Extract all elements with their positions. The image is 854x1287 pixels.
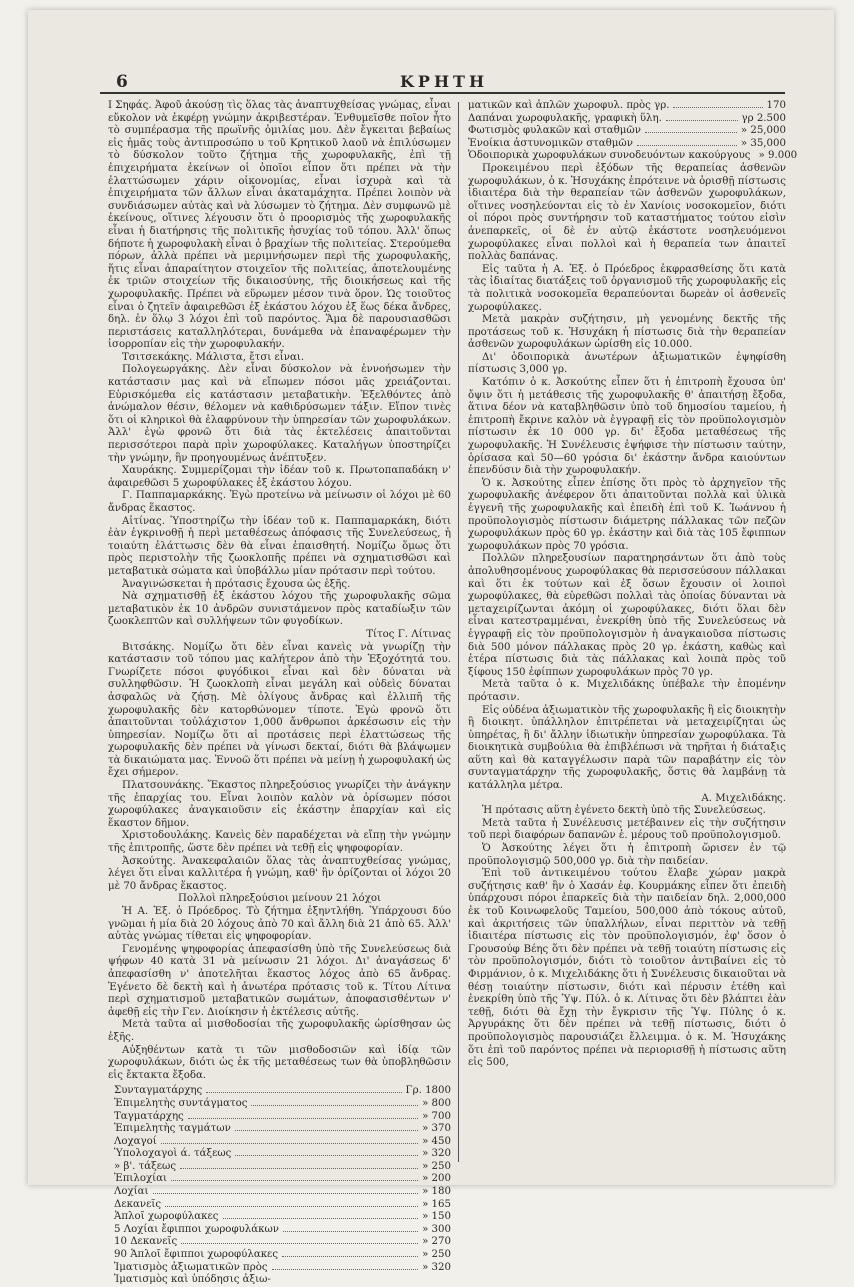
expense-row [468, 100, 786, 113]
proposal-signature: Α. Μιχελιδάκης. [701, 792, 786, 804]
salary-row [108, 1098, 451, 1111]
page-number: 6 [116, 72, 128, 92]
paragraph: Μετὰ ταῦτα ἡ Συνέλευσις μετέβαινεν εἰς τὴν συζήτησιν τοῦ περὶ διαφόρων δαπανῶν ἑ. μέρους τοῦ προϋπολογισμοῦ. [468, 817, 786, 842]
salary-unit: » [422, 1110, 429, 1122]
salary-row [108, 1224, 451, 1237]
salary-label: Λοχίαι [114, 1186, 149, 1198]
salary-label: 90 Ἁπλοῖ ἔφιπποι χωροφύλακες [114, 1249, 279, 1261]
paragraph: Προκειμένου περὶ ἐξόδων τῆς θεραπείας ἀσθενῶν χωροφυλάκων, ὁ κ. Ἡσυχάκης ἐπρότεινε νὰ ὁρισθῇ πίστωσις ἰδιαιτέρα διὰ τὴν θεραπείαν τῶν ἀσθενῶν χωροφυλάκων, οἵτινες νοσηλεύονται εἰς τὸ ἐν Χανίοις νοσοκομεῖον, διότι οἱ πόροι πρὸς συντήρησιν τοῦ καταστήματος τούτου εἰσὶν ἀνεπαρκεῖς, οἱ δὲ ἐν αὐτῷ ἑκάστοτε νοσηλευόμενοι χωροφύλακες εἶναι πολλοὶ καὶ ἡ θεραπεία των ἀπαιτεῖ πολλὰς δαπάνας. [468, 162, 786, 263]
salary-row [108, 1186, 451, 1199]
expense-label: Δαπάναι χωροφυλακῆς, γραφικὴ ὕλη. [468, 112, 662, 124]
expense-row [468, 150, 798, 163]
expense-value: 35,000 [750, 137, 786, 149]
right-column [468, 100, 798, 1070]
proposal-signature: Τίτος Γ. Λίτινας [366, 628, 451, 640]
salary-label: Ἐπιμελητὴς συντάγματος [114, 1097, 248, 1109]
salary-row [108, 1085, 451, 1098]
header-rule [100, 92, 785, 94]
salary-value: 250 [431, 1249, 451, 1261]
salary-row [108, 1274, 451, 1287]
salary-value: 320 [431, 1261, 451, 1273]
salary-unit: » [422, 1173, 429, 1185]
paragraph: Εἰς ταῦτα ἡ Α. Ἐξ. ὁ Πρόεδρος ἐκφρασθείσης ὅτι κατὰ τὰς ἰδιαίτας διατάξεις τοῦ ὀργανισμοῦ τῆς χωροφυλακῆς εἰς τὰ πολιτικὰ νοσοκομεῖα θεραπεύονται δωρεὰν οἱ ἀσθενεῖς χωροφύλακες. [468, 263, 786, 313]
salary-unit: » [422, 1123, 429, 1135]
paragraph: Πολλοὶ πληρεξούσιοι μείνουν 21 λόχοι [177, 893, 381, 905]
expense-label: ματικῶν καὶ ἁπλῶν χωροφυλ. πρὸς γρ. [468, 100, 670, 111]
salary-row [108, 1136, 451, 1149]
salary-row [108, 1199, 451, 1212]
paragraph: Βιτσάκης. Νομίζω ὅτι δὲν εἶναι κανεὶς νὰ γνωρίζῃ τὴν κατάστασιν τοῦ τόπου μας καλήτερον ἀπὸ τὴν Ἐξοχότητά του. Γνωρίζετε πόσοι φυγόδικοι εἶναι καὶ δὲν δύναται νὰ συλληφθῶσιν. Ἡ ζωοκλοπὴ εἶναι μεγάλη καὶ οὐδεὶς δύναται ἀσφαλῶς νὰ ζήσῃ. Μὲ ὀλίγους ἄνδρας καὶ ἐλλιπῆ τῆς χωροφυλακῆς δὲν κατορθώνομεν τίποτε. Ἐγὼ φρονῶ ὅτι ἀπαιτοῦνται τοὐλάχιστον 1,000 ἄνθρωποι ἀρκέσωσιν εἰς τὴν ὑπηρεσίαν. Νομίζω ὅτι αἱ προτάσεις περὶ ἐλαττώσεως τῆς χωροφυλακῆς δὲν πρέπει νὰ γίνωσι δεκταί, διότι θὰ βλάψωμεν τὰ δικαιώματα μας. Ἐννοῶ ὅτι πρέπει νὰ μείνῃ ἡ χωροφυλακή ὡς ἔχει σήμερον. [108, 641, 451, 779]
paragraph: Γ. Παππαμαρκάκης. Ἐγὼ προτείνω νὰ μείνωσιν οἱ λόχοι μὲ 60 ἄνδρας ἕκαστος. [108, 490, 451, 514]
salary-value: 320 [431, 1148, 451, 1160]
expense-unit: γρ [741, 112, 754, 124]
paragraph: Ὁ κ. Ἀσκούτης εἶπεν ἐπίσης ὅτι πρὸς τὸ ἀρχηγεῖον τῆς χωροφυλακῆς ἀνέφερον ὅτι ἀπαιτοῦνται πολλὰ καὶ ὑλικὰ ἐγγενῆ τῆς χωροφυλακῆς καὶ ἐπειδὴ ἐπὶ τοῦ Κ. Ἰωάννου ἡ προϋπολογισμὸς πίστωσιν διάμετρης πάλλακας τῶν πεζῶν χωροφυλάκων πρὸς 60 γρ. ἑκάστην καὶ διὰ τὰς 105 ἔφιππων χωροφυλάκων πρὸς 70 γρόσια. [468, 477, 786, 552]
salary-unit: » [422, 1236, 429, 1248]
salary-label: Ἐπιμελητὴς ταγμάτων [114, 1123, 231, 1135]
salary-label: 5 Λοχίαι ἔφιπποι χωροφυλάκων [114, 1223, 279, 1235]
salary-value: 165 [431, 1198, 451, 1210]
paragraph: Ἡ Α. Ἐξ. ὁ Πρόεδρος. Τὸ ζήτημα ἐξηντλήθη. Ὑπάρχουσι δύο γνῶμαι ἡ μία διὰ 20 λόχους ἀπὸ 70 καὶ ἄλλη διὰ 21 ἀπὸ 65. Ἀλλ' αὐτὰς γνώμας τίθεται εἰς ψηφοφορίαν. [108, 906, 451, 943]
salary-value: 200 [431, 1173, 451, 1185]
left-column [108, 100, 451, 1287]
salary-row [108, 1173, 451, 1186]
expense-row [468, 113, 786, 126]
paragraph: Πλατσουνάκης. Ἕκαστος πληρεξούσιος γνωρίζει τὴν ἀνάγκην τῆς ἐπαρχίας του. Εἶναι λοιπὸν καλὸν νὰ ὁρίσωμεν πόσοι χωροφύλακες ἀναγκαιοῦσιν εἰς ἑκάστην ἐπαρχίαν καὶ εἰς ἕκαστον δῆμον. [108, 780, 451, 829]
salary-label: Ὑπολοχαγοὶ ά. τάξεως [114, 1148, 232, 1160]
salary-label: Συνταγματάρχης [114, 1085, 203, 1097]
salary-row [108, 1148, 451, 1161]
salary-row [108, 1249, 451, 1262]
salary-value: 1800 [425, 1085, 451, 1097]
paragraph: Γενομένης ψηφοφορίας ἀπεφασίσθη ὑπὸ τῆς Συνελεύσεως διὰ ψήφων 40 κατὰ 31 νὰ μείνωσιν 21 λόχοι. Δι' ἀναγάσεως δ' ἀπεφασίσθη ν' ἀποτελῆται ἕκαστος λόχος ἀπὸ 65 ἄνδρας. Ἐγένετο δὲ δεκτὴ καὶ ἡ ἀνωτέρα πρότασις τοῦ κ. Τίτου Λίτινα περὶ σχηματισμοῦ μεταβατικῶν σωμάτων, ἀποφασισθέντων ν' ἀφεθῇ εἰς τὴν Γεν. Διοίκησιν ἡ ἐκτέλεσις αὐτῆς. [108, 943, 451, 1018]
paragraph: Αὐξηθέντων κατὰ τι τῶν μισθοδοσιῶν καὶ ἰδίᾳ τῶν χωροφυλάκων, διότι ὡς ἐκ τῆς μεταθέσεως των θὰ ὑποβληθῶσιν εἰς ἔκτακτα ἔξοδα. [108, 1044, 451, 1081]
expense-table [468, 100, 798, 163]
salary-label: Ταγματάρχης [114, 1110, 184, 1122]
salary-row [108, 1123, 451, 1136]
page-header [100, 64, 785, 92]
expense-value: 9.000 [768, 150, 798, 162]
salary-unit: » [422, 1198, 429, 1210]
salary-unit: » [422, 1249, 429, 1261]
proposal-text: Νὰ σχηματισθῇ ἐξ ἑκάστου λόχου τῆς χωροφυλακῆς σῶμα μεταβατικὸν ἐκ 10 ἀνδρῶν συνιστάμενον πρὸς καταδίωξιν τῶν ζωοκλεπτῶν καὶ συλλήψεων τῶν φυγοδίκων. [108, 591, 451, 628]
salary-unit: » [422, 1160, 429, 1172]
salary-unit: » [422, 1261, 429, 1273]
salary-unit: » [422, 1148, 429, 1160]
expense-row [468, 138, 786, 151]
salary-row [108, 1111, 451, 1124]
expense-row [468, 125, 786, 138]
paragraph: Χριστοδουλάκης. Κανεὶς δὲν παραδέχεται νὰ εἴπῃ τὴν γνώμην τῆς ἐπιτροπῆς, ὥστε δὲν πρέπει νὰ τεθῇ εἰς ψηφοφορίαν. [108, 830, 451, 855]
paragraph: Ἡ πρότασις αὕτη ἐγένετο δεκτὴ ὑπὸ τῆς Συνελεύσεως. [482, 805, 766, 817]
paragraph: Μετὰ ταῦτα αἱ μισθοδοσίαι τῆς χωροφυλακῆς ὡρίσθησαν ὡς ἑξῆς. [108, 1019, 451, 1043]
paragraph: Ὁ Ἀσκούτης λέγει ὅτι ἡ ἐπιτροπὴ ὥρισεν ἐν τῷ προϋπολογισμῷ 500,000 γρ. διὰ τὴν παιδείαν. [468, 843, 786, 867]
salary-unit: » [422, 1223, 429, 1235]
salary-value: 450 [431, 1135, 451, 1147]
expense-value: 170 [766, 100, 786, 111]
newspaper-title: ΚΡΗΤΗ [400, 72, 489, 91]
salary-unit: » [422, 1211, 429, 1223]
paragraph: Χαυράκης. Συμμερίζομαι τὴν ἰδέαν τοῦ κ. Πρωτοπαπαδάκη ν' ἀφαιρεθῶσι 5 χωροφύλακες ἐξ ἑκάστου λόχου. [108, 465, 451, 489]
salary-label: » β'. τάξεως [114, 1160, 177, 1172]
salary-unit: » [422, 1186, 429, 1198]
paragraph: Ι Σηφάς. Ἀφοῦ ἀκούσῃ τὶς ὅλας τὰς ἀναπτυχθείσας γνώμας, εἶναι εὔκολον νὰ ἐκφέρῃ γνώμην ἀκριβεστέραν. Ἐνθυμεῖσθε ποῖον ἦτο τὸ συμπέρασμα τῆς πρωϊνῆς ὁμιλίας μου. Δὲν ἔγκειται βεβαίως εἰς ἡμᾶς τοὺς ἀντιπροσώπο υ τοῦ Κρητικοῦ λαοῦ νὰ ἐπιλύσωμεν τὸ δύσκολον τοῦτο ζήτημα τῆς χωροφυλακῆς, ἐπὶ τῇ ἐπιχειρήματα ἐκείνων οἱ ὁποῖοι εἶπον ὅτι πρέπει νὰ τὴν ἐλαττώσωμεν χάριν οἰκονομίας, εἶναι ἰσχυρὰ καὶ τὰ ἐπιχειρήματα τῶν ἄλλων εἶναι ἀκαταμάχητα. Πρέπει λοιπὸν νὰ συνδιάσωμεν αὐτὰς καὶ νὰ λύσωμεν τὸ ζήτημα. Δὲν συμφωνῶ μὲ ἐκείνους, οἵτινες λέγουσιν ὅτι ὁ προορισμὸς τῆς χωροφυλακῆς εἶναι ἡ διατήρησις τῆς πολιτικῆς ἡσυχίας τοῦ τόπου. Ἀλλ' ὅπως δήποτε ἡ χωροφυλακὴ εἶναι ὁ βραχίων τῆς πολιτείας. Στερούμεθα πόρων, ἀλλὰ πρέπει νὰ μεριμνήσωμεν περὶ τῆς χωροφυλακῆς, ἥτις εἶναι ἀπαραίτητον στοιχεῖον τῆς πολιτείας, ἀποτελουμένης ἐκ τριῶν στοιχείων τῆς δικαιοσύνης, τῆς διοικήσεως καὶ τῆς χωροφυλακῆς. Πρέπει νὰ εὕρωμεν μέσον τινὰ ὅρον. Ὡς τοιοῦτος εἶναι ὁ ζητεῖν ἀφαιρεθῶσι ἐξ ἑκάστου λόχου ἐξ ἕως δέκα ἄνδρες, δηλ. ἐν ὅλῳ 3 λόχοι ἐπὶ τοῦ παρόντος. Ἅμα δὲ παρουσιασθῶσι περιστάσεις καταλληλότεραι, δυνάμεθα νὰ ἐπαναφέρωμεν τὴν ἰσορροπίαν εἰς τὴν χωροφυλακήν. [108, 100, 451, 351]
paragraph: Ἐπὶ τοῦ ἀντικειμένου τούτου ἔλαβε χώραν μακρὰ συζήτησις καθ' ἣν ὁ Χασάν ἐφ. Κουρμάκης εἶπεν ὅτι ἐπειδὴ ὑπάρχουσι πόροι ἐπαρκεῖς διὰ τὴν παιδείαν δηλ. 2,000,000 ἐκ τοῦ Κοινωφελοῦς Ταμείου, 500,000 ἀπὸ τόκους αὐτοῦ, καὶ ἀκριτήσεις τῶν ὑπαλλήλων, εἶναι περιττὸν νὰ τεθῇ ἰδιαιτέρα πίστωσις εἰς τὸν προϋπολογισμόν, ἐφ' ὅσον ὁ Γρουσούφ Βέης ὅτι δὲν πρέπει νὰ τεθῇ τοιαύτη πίστωσις εἰς τὸν προϋπολογισμόν, διότι τὸ τοιοῦτον ἀντιβαίνει εἰς τὸ Φιρμάνιον, ὁ κ. Μιχελιδάκης ὅτι ἡ Συνέλευσις δικαιοῦται νὰ θέσῃ τοιαύτην πίστωσιν, διότι καὶ πέρυσιν ἐτέθη καὶ ἐνεκρίθη ὑπὸ τῆς Ὑψ. Πύλ. ὁ κ. Λίτινας ὅτι δὲν βλάπτει ἐὰν τεθῇ, διότι θὰ ἔχῃ τὴν ἔγκρισιν τῆς Ὑψ. Πύλης ὁ κ. Ἀργυράκης ὅτι δὲν πρέπει νὰ τεθῇ πίστωσις, διότι ὁ προϋπολογισμὸς παρουσιάζει ἔλλειμμα. ὁ κ. Μ. Ἡσυχάκης ὅτι ἐπὶ τοῦ παρόντος πρέπει νὰ περιορισθῇ ἡ πίστωσις αὕτη εἰς 500, [468, 868, 786, 1069]
paragraph: Δι' ὁδοιπορικὰ ἀνωτέρων ἀξιωματικῶν ἐψηφίσθη πίστωσις 3,000 γρ. [468, 351, 786, 376]
salary-label: 10 Δεκανεῖς [114, 1236, 178, 1248]
salary-row [108, 1161, 451, 1174]
salary-value: 270 [431, 1236, 451, 1248]
paragraph: Πολλῶν πληρεξουσίων παρατηρησάντων ὅτι ἀπὸ τοὺς ἀπολυθησομένους χωροφύλακας θὰ περισσεύσουν πάλλακαι καὶ ὅτι ἐκ τούτων καὶ ἐξ ὅσων ἔχουσιν οἱ λοιποὶ χωροφύλακες, θὰ εὑρεθῶσι πολλαὶ τὰς ὁποίας δύνανται νὰ μεταχειρίζωνται ἀκόμη οἱ χωροφύλακες, διότι ὅλαι δὲν εἶναι κατεστραμμέναι, ἐνεκρίθη ὑπὸ τῆς Συνελεύσεως νὰ ἐγγραφῇ εἰς τὸν προϋπολογισμὸν ἡ ἀναγκαιοῦσα πίστωσις διὰ 500 μόνον πάλλακας πρὸς 20 γρ. ἑκάστη, καθὼς καὶ ἑτέρα πίστωσις διὰ τὰς πάλλακας καὶ λοιπὰ πρὸς τοῦ ξίφους 150 ἐφίππων χωροφυλάκων πρὸς 70 γρ. [468, 553, 786, 678]
salary-unit: Γρ. [405, 1085, 422, 1097]
salary-label: Λοχαγοί [114, 1135, 157, 1147]
expense-value: 25,000 [750, 125, 786, 137]
salary-unit: » [422, 1135, 429, 1147]
expense-label: Ἐνοίκια ἀστυνομικῶν σταθμῶν [468, 137, 633, 149]
paragraph: Μετὰ ταῦτα ὁ κ. Μιχελιδάκης ὑπέβαλε τὴν ἑπομένην πρότασιν. [468, 679, 786, 703]
expense-label: Φωτισμὸς φυλακῶν καὶ σταθμῶν [468, 125, 641, 137]
salary-value: 180 [431, 1186, 451, 1198]
salary-unit: » [422, 1097, 429, 1109]
salary-label: Ἁπλοῖ χωροφύλακες [114, 1211, 219, 1223]
salary-row [108, 1211, 451, 1224]
expense-unit: » [740, 137, 748, 149]
salary-value: 250 [431, 1160, 451, 1172]
salary-row [108, 1262, 451, 1275]
expense-value: 2.500 [756, 112, 786, 124]
paragraph: Πολογεωργάκης. Δὲν εἶναι δύσκολον νὰ ἐννοήσωμεν τὴν κατάστασιν μας καὶ νὰ εἴπωμεν πόσοι μᾶς χρειάζονται. Εὑρισκόμεθα εἰς κατάστασιν μεταβατικὴν. Ἐξελθόντες ἀπὸ ἀνώμαλον θέσιν, θέλομεν νὰ καθιδρύσωμεν τάξιν. Εἴπον τινὲς ὅτι οἱ κληρικοὶ θὰ ἐλαφρύνουν τὴν ὑπηρεσίαν τῶν χωροφυλάκων. Ἀλλ' ἐγὼ φρονῶ ὅτι διὰ τὰς ἐκτελέσεις ἀπαιτοῦνται περισσότεροι παρὰ πρὶν χωροφύλακες. Καταλήγων ὑποστηρίζει τὴν γνώμην, ἣν προηγουμένως ἀνέπτυξεν. [108, 364, 451, 464]
salary-value: 300 [431, 1223, 451, 1235]
paragraph: Μετὰ μακρὰν συζήτησιν, μὴ γενομένης δεκτῆς τῆς προτάσεως τοῦ κ. Ἡσυχάκη ἡ πίστωσις διὰ τὴν θεραπείαν ἀσθενῶν χωροφυλάκων ὡρίσθη εἰς 10.000. [468, 314, 786, 351]
salary-label: Ἱματισμὸς ἀξιωματικῶν πρὸς [114, 1261, 268, 1273]
expense-unit: » [740, 125, 748, 137]
salary-table [108, 1085, 451, 1287]
expense-label: Ὁδοιπορικὰ χωροφυλάκων συνοδευόντων κακούργους [468, 150, 751, 162]
paragraph: Αἰτίνας. Ὑποστηρίζω τὴν ἰδέαν τοῦ κ. Παππαμαρκάκη, διότι ἐὰν ἐγκρινοθῇ ἡ περὶ μεταθέσεως ἀπόφασις τῆς Συνελεύσεως, ἡ τοιαύτη ἐλάττωσις δὲν θὰ εἶναι ἐπαισθητή. Νομίζω ὅμως ὅτι πρὸς περιστολὴν τῆς ζωοκλοπῆς πρέπει νὰ σχηματισθῶσι καὶ μεταβατικὰ σώματα καὶ ὑποβάλλω μίαν πρότασιν περὶ τούτου. [108, 515, 451, 577]
salary-value: 370 [431, 1123, 451, 1135]
paragraph: Ἀσκούτης. Ἀνακεφαλαιῶν ὅλας τὰς ἀναπτυχθείσας γνώμας, λέγει ὅτι εἶναι καλλιτέρα ἡ γνώμη, καθ' ἣν ὁρίζονται οἱ λόχοι 20 μὲ 70 ἄνδρας ἕκαστος. [108, 855, 451, 892]
paragraph: Κατόπιν ὁ κ. Ἀσκούτης εἶπεν ὅτι ἡ ἐπιτροπὴ ἔχουσα ὑπ' ὄψιν ὅτι ἡ μετάθεσις τῆς χωροφυλακῆς θ' ἀπαιτήσῃ ἔξοδα, ἅτινα δέον νὰ καταβληθῶσιν ὑπὸ τοῦ δημοσίου ταμείου, ἡ ἐπιτροπὴ ἔκρινε καλὸν νὰ ἐγγραφῇ εἰς τὸν προϋπολογισμὸν πίστωσιν ἐκ 10 000 γρ. δι' ἔξοδα μεταθέσεως τῆς χωροφυλακῆς. Ἡ Συνέλευσις ἐψήφισε τὴν πίστωσιν ταύτην, ὁρίσασα καὶ 50—60 γρόσια δι' ἑκάστην ἄνδρα καιούντων ἐπενδύσιν διὰ τὴν χωροφυλακήν. [468, 377, 786, 477]
paragraph: Τσιτσεκάκης. Μάλιστα, ἔτσι εἶναι. [122, 351, 305, 363]
salary-label: Δεκανεῖς [114, 1198, 162, 1210]
salary-value: 700 [431, 1110, 451, 1122]
salary-label: Ἐπιλοχίαι [114, 1173, 168, 1185]
salary-value: 800 [431, 1097, 451, 1109]
salary-label: Ἱματισμὸς καὶ ὑπόδησις ἀξιω- [114, 1274, 271, 1286]
column-divider [458, 102, 459, 1162]
paragraph: Ἀναγινώσκεται ἡ πρότασις ἔχουσα ὡς ἑξῆς. [122, 578, 351, 590]
salary-row [108, 1236, 451, 1249]
expense-unit: » [758, 150, 765, 162]
proposal-text: Εἰς οὐδένα ἀξιωματικὸν τῆς χωροφυλακῆς ἢ εἰς διοικητὴν ἢ διοικητ. ὑπάλληλον ἐπιτρέπεται νὰ μεταχειρίζηται ὡς ὑπηρέτας, ἢ δι' ἄλλην ἰδιωτικὴν ὑπηρεσίαν χωροφύλακα. Τὰ διοικητικὰ συμβούλια θὰ ἐπιβλέπωσι νὰ τηρῆται ἡ διάταξις αὕτη καὶ θὰ καταγγέλωσιν παρὰ τῶν παραβάτην εἰς τὸν συνταγματάρχην τῆς χωροφυλακῆς, ὅστις θὰ λαμβάνῃ τὰ κατάλληλα μέτρα. [468, 704, 786, 792]
salary-value: 150 [431, 1211, 451, 1223]
